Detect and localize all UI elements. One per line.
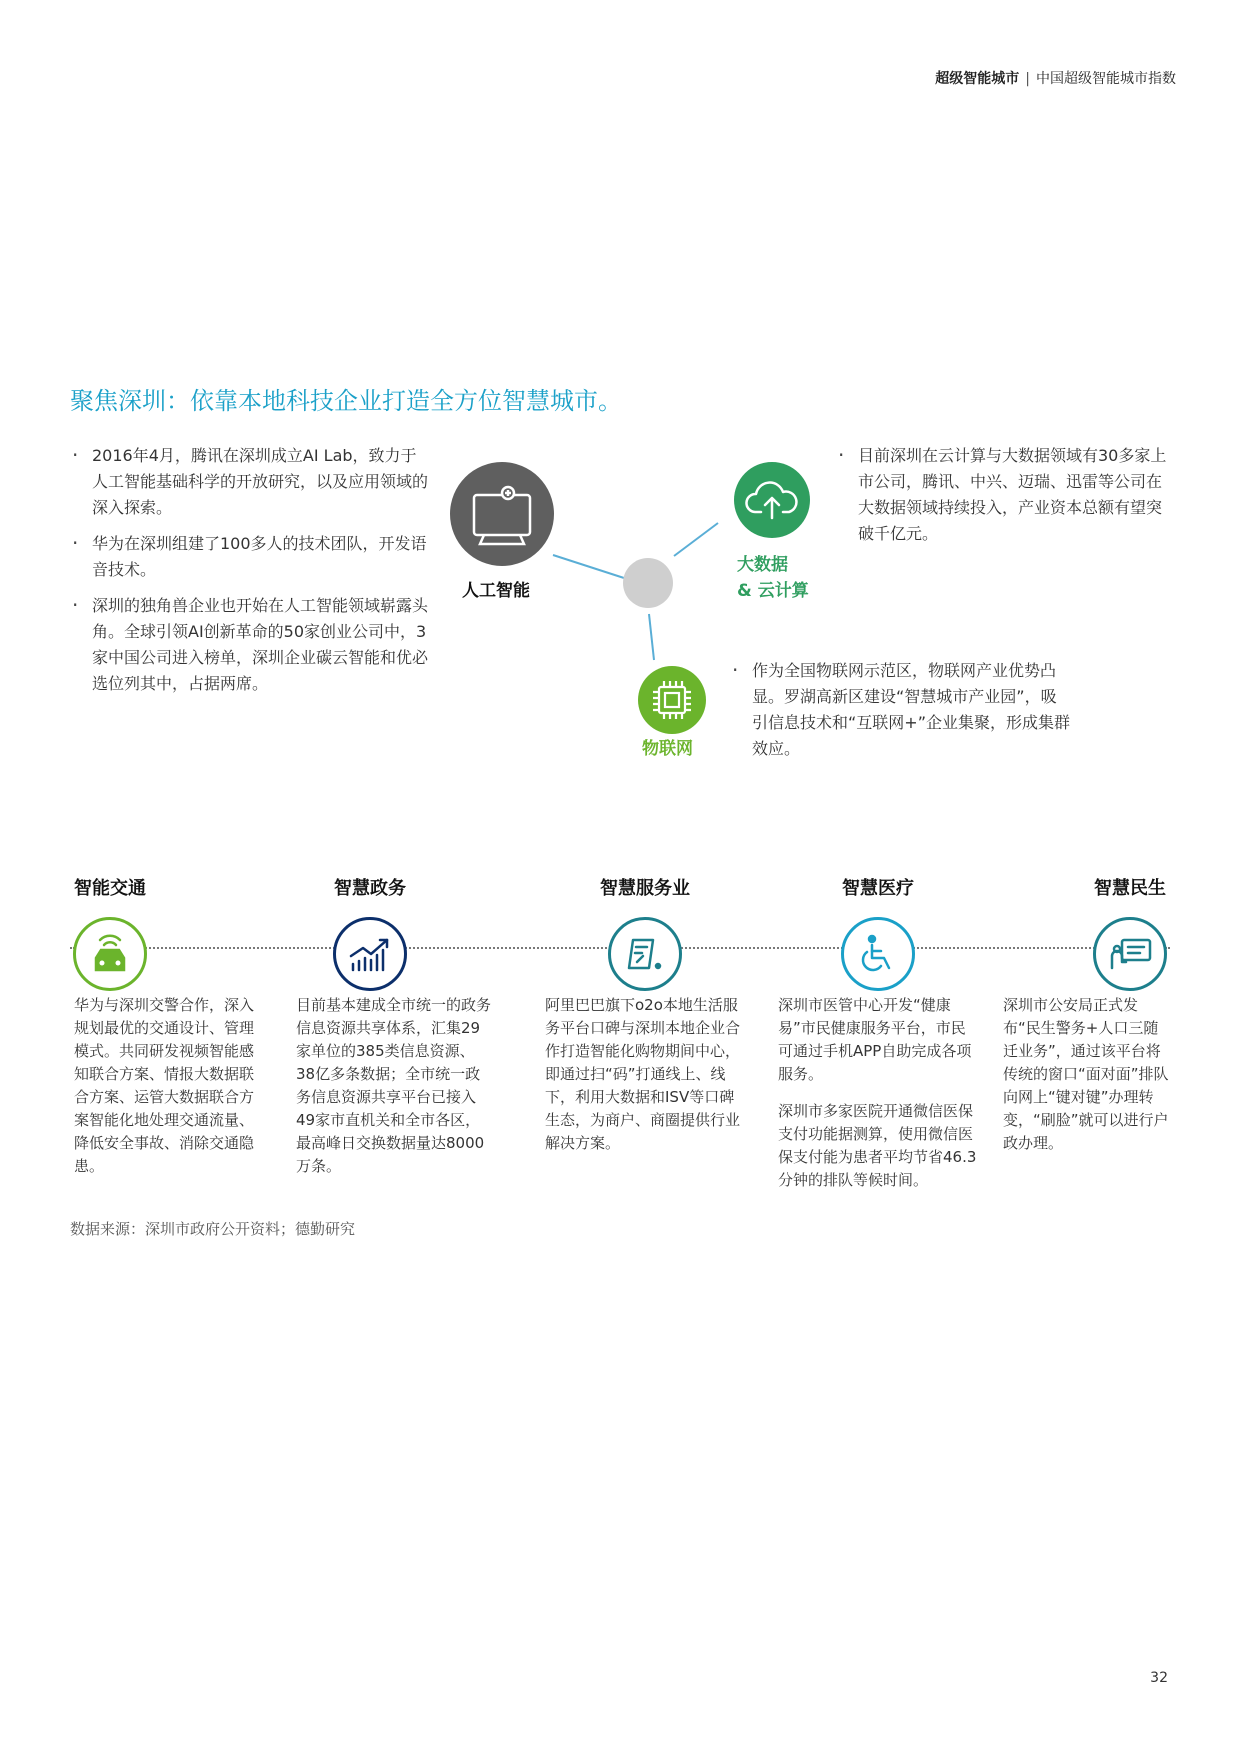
header-section: 超级智能城市: [935, 71, 1020, 87]
ai-bullet-list: [70, 443, 430, 707]
description-paragraph: 华为与深圳交警合作，深入规划最优的交通设计、管理模式。共同研发视频智能感知联合方案、情报大数据联合方案、运管大数据联合方案智能化地处理交通流量、降低安全事故、消除交通隐患。: [74, 996, 255, 1175]
cloud-label-line-1: 大数据: [737, 555, 788, 575]
data-source-note: 数据来源：深圳市政府公开资料；德勤研究: [70, 1220, 356, 1238]
category-title: 智慧政务: [334, 878, 406, 899]
hub-circle: [623, 558, 673, 608]
header-separator: |: [1025, 71, 1030, 87]
iot-node-label: 物联网: [642, 739, 693, 759]
list-item: · 作为全国物联网示范区，物联网产业优势凸显。罗湖高新区建设“智慧城市产业园”，吸引信息技术和“互联网+”企业集聚，形成集群效应。: [730, 658, 1070, 762]
category-smart-services: [550, 877, 740, 991]
chip-icon: [653, 681, 691, 719]
category-title: 智慧服务业: [600, 878, 690, 899]
cloud-node: [734, 462, 810, 538]
ai-monitor-icon: [474, 487, 530, 544]
cloud-node-label: [737, 552, 809, 604]
cloud-upload-icon: [746, 483, 796, 518]
category-title: 智慧医疗: [842, 878, 914, 899]
category-smart-livelihood: [1035, 877, 1225, 991]
list-item: · 华为在深圳组建了100多人的技术团队，开发语音技术。: [70, 531, 430, 583]
category-title: 智能交通: [74, 878, 146, 899]
category-description-traffic: [74, 994, 264, 1192]
connector-iot: [649, 614, 654, 660]
cloud-label-line-2: & 云计算: [737, 581, 809, 601]
description-paragraph: 深圳市医管中心开发“健康易”市民健康服务平台，市民可通过手机APP自助完成各项服务。: [778, 996, 972, 1083]
connector-ai: [553, 555, 624, 578]
category-smart-healthcare: [783, 877, 973, 991]
wheelchair-icon: [841, 917, 915, 991]
growth-chart-icon: [333, 917, 407, 991]
category-description-services: [545, 994, 745, 1169]
iot-node: [638, 666, 706, 734]
description-paragraph: 目前基本建成全市统一的政务信息资源共享体系，汇集29家单位的385类信息资源、38亿多条数据；全市统一政务信息资源共享平台已接入49家市直机关和全市各区，最高峰日交换数据量达8000万条。: [296, 996, 492, 1175]
ai-node-label: 人工智能: [462, 581, 530, 601]
running-header: [935, 68, 1176, 88]
category-smart-traffic: [15, 877, 205, 991]
iot-bullet-list: [730, 658, 1070, 772]
category-title: 智慧民生: [1094, 878, 1166, 899]
connector-cloud: [674, 523, 718, 556]
category-smart-government: [275, 877, 465, 991]
category-description-government: [296, 994, 491, 1192]
list-item: · 深圳的独角兽企业也开始在人工智能领域崭露头角。全球引领AI创新革命的50家创业公司中，3家中国公司进入榜单，深圳企业碳云智能和优必选位列其中，占据两席。: [70, 593, 430, 697]
list-item: · 2016年4月，腾讯在深圳成立AI Lab，致力于人工智能基础科学的开放研究，以及应用领域的深入探索。: [70, 443, 430, 521]
description-paragraph: 阿里巴巴旗下o2o本地生活服务平台口碑与深圳本地企业合作打造智能化购物期间中心，即通过扫“码”打通线上、线下，利用大数据和ISV等口碑生态，为商户、商圈提供行业解决方案。: [545, 996, 741, 1152]
receipt-icon: [608, 917, 682, 991]
header-report-title: 中国超级智能城市指数: [1036, 71, 1176, 87]
list-item: · 目前深圳在云计算与大数据领域有30多家上市公司，腾讯、中兴、迈瑞、迅雷等公司在大数据领域持续投入，产业资本总额有望突破千亿元。: [836, 443, 1176, 547]
description-paragraph: 深圳市公安局正式发布“民生警务+人口三随迁业务”，通过该平台将传统的窗口“面对面”排队向网上“键对键”办理转变，“刷脸”就可以进行户政办理。: [1003, 996, 1169, 1152]
cloud-bullet-list: [836, 443, 1176, 557]
ai-node: [450, 462, 554, 566]
customer-service-icon: [1093, 917, 1167, 991]
page-title: 聚焦深圳：依靠本地科技企业打造全方位智慧城市。: [70, 387, 622, 415]
category-description-livelihood: [1003, 994, 1173, 1169]
description-paragraph: 深圳市多家医院开通微信医保支付功能据测算，使用微信医保支付能为患者平均节省46.3分钟的排队等候时间。: [778, 1102, 977, 1189]
category-description-healthcare: [778, 994, 978, 1206]
page-number: 32: [1150, 1670, 1168, 1686]
smart-car-icon: [73, 917, 147, 991]
